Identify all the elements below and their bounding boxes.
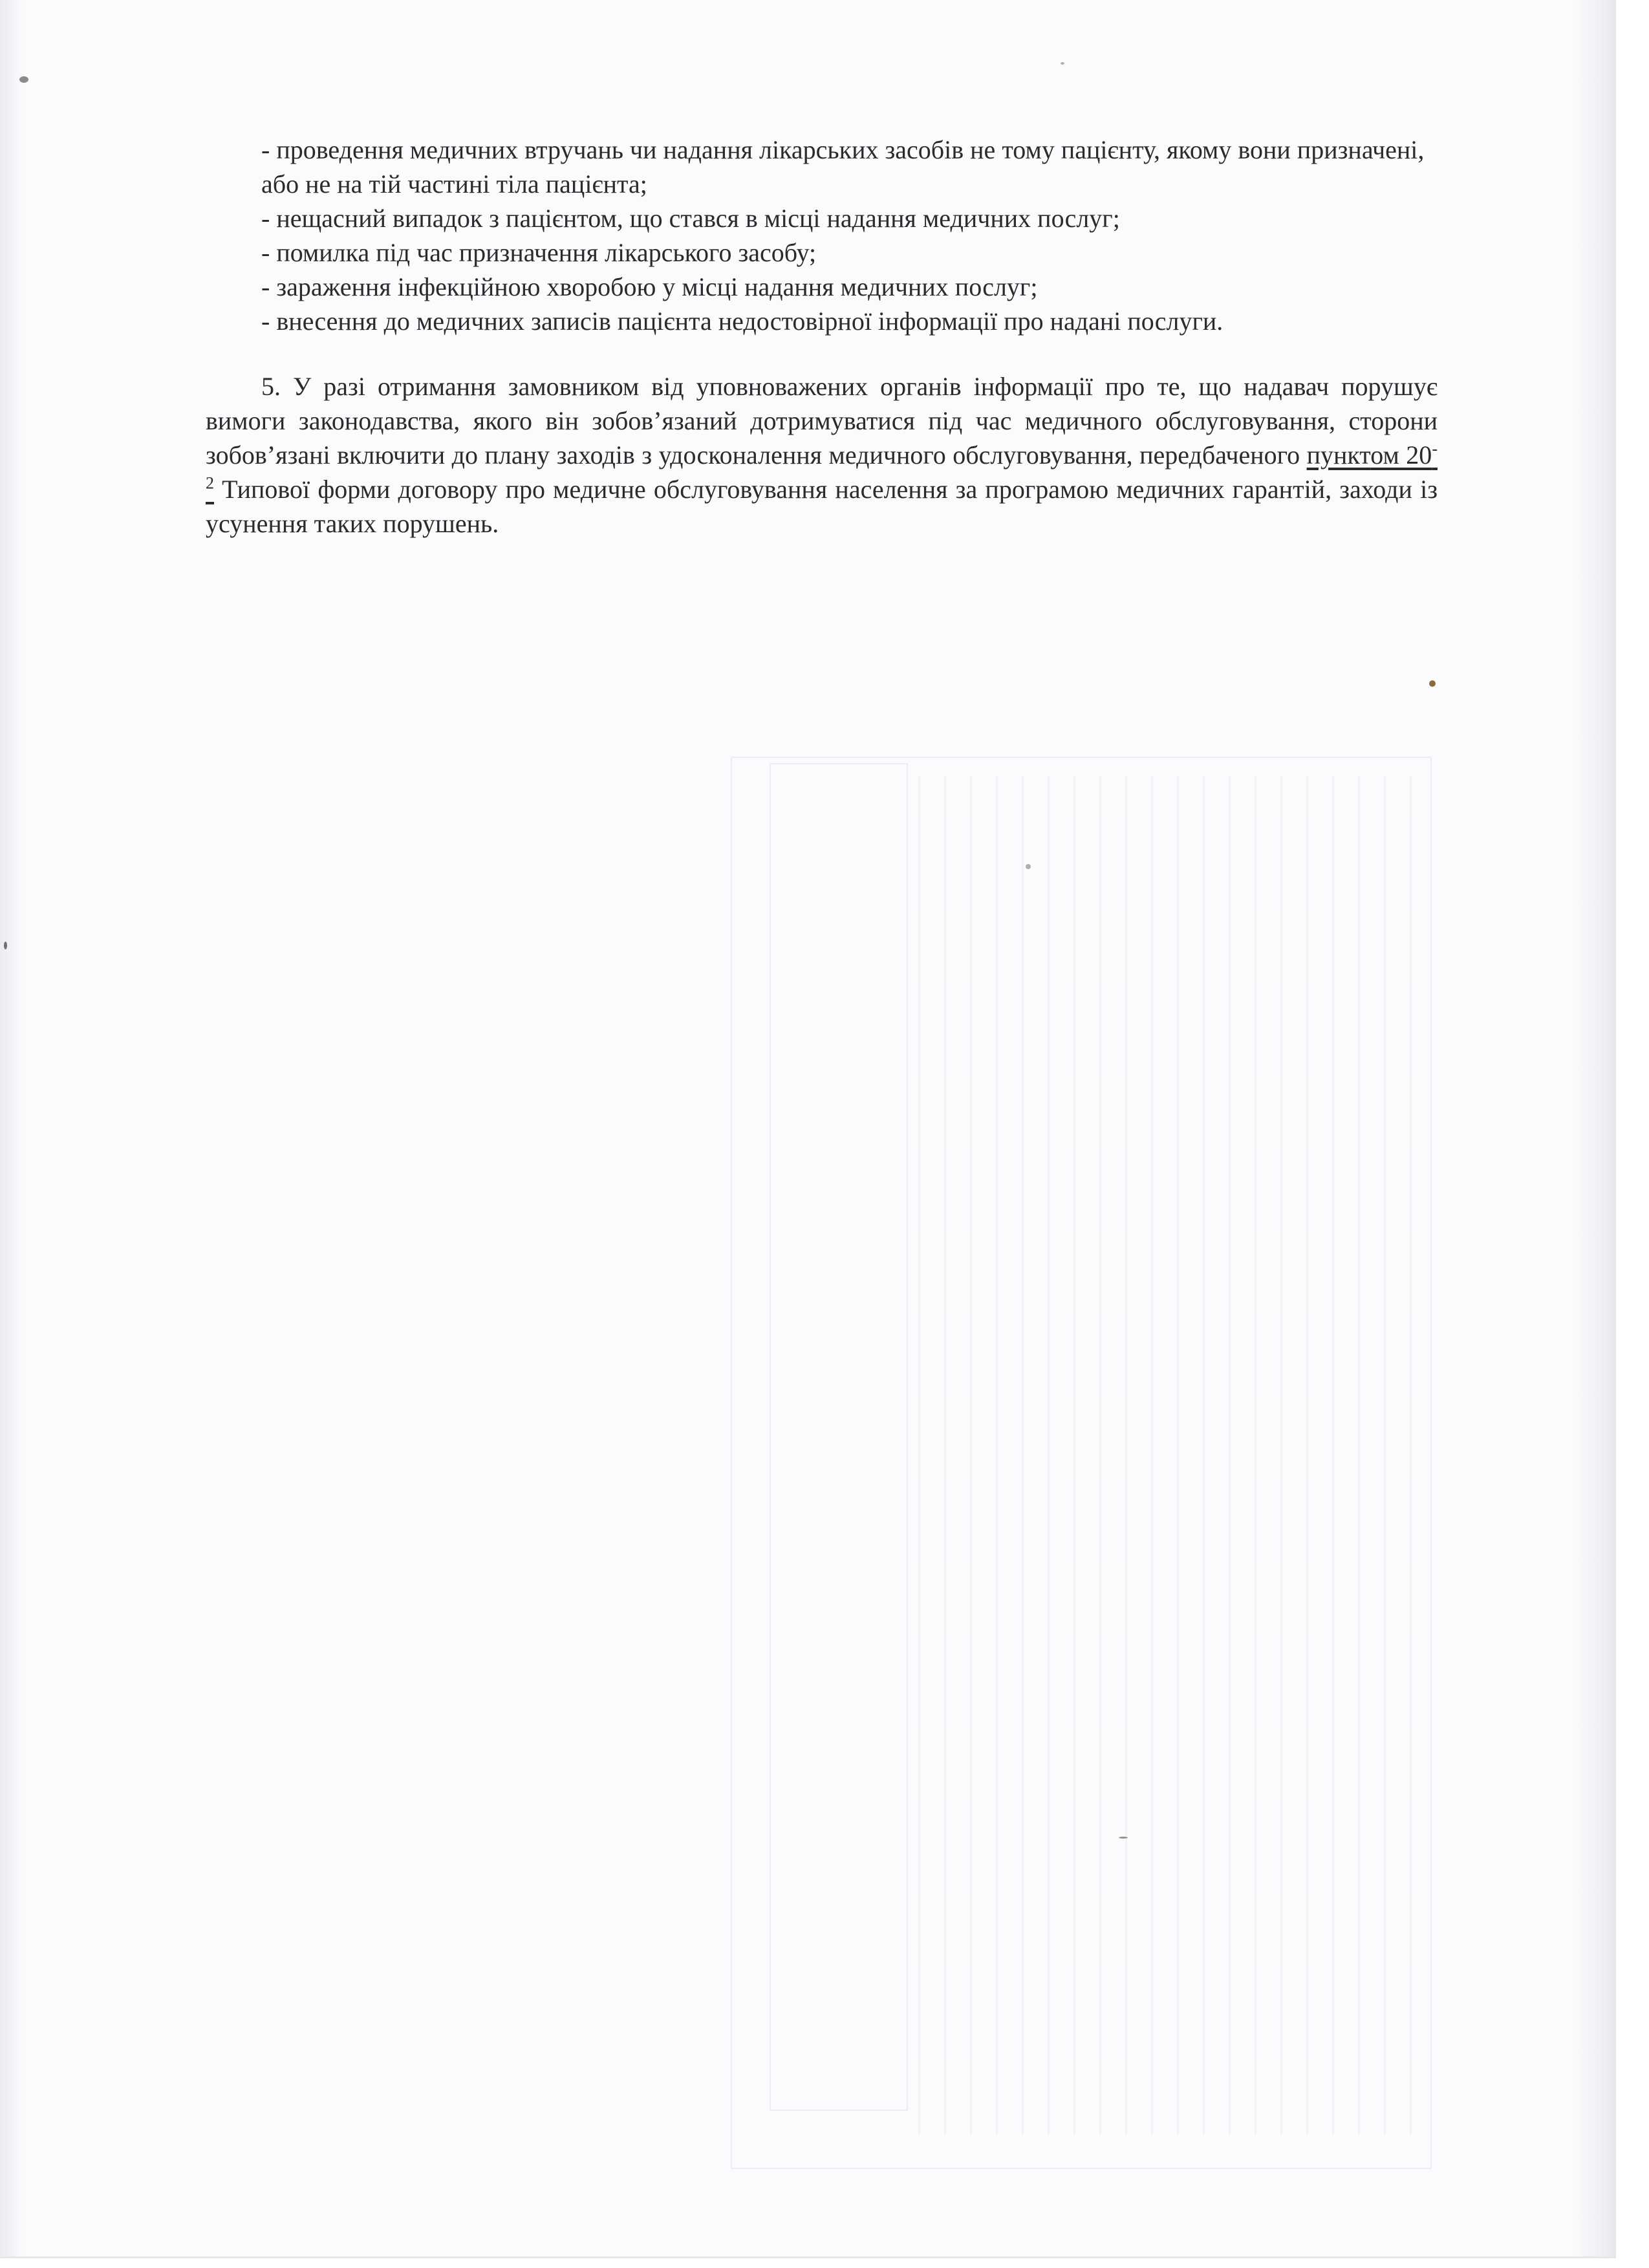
scan-speck	[19, 76, 28, 83]
bleed-through-column	[770, 763, 908, 2111]
clause-5-text-before: 5. У разі отримання замовником від уповноважених органів інформації про те, що надавач порушує вимоги законодавства, якого він зобов’язаний дотримуватися під час медичного обслуговування, сторони зобов’язані включити до плану заходів з удосконалення медичного обслуговування, передбаченого	[206, 372, 1438, 470]
list-item: - зараження інфекційною хворобою у місці надання медичних послуг;	[261, 272, 1038, 301]
scan-speck	[1061, 62, 1064, 65]
bleed-through-lines	[918, 776, 1423, 2134]
clause-5-text-after: Типової форми договору про медичне обслуговування населення за програмою медичних гарантій, заходи із усунення таких порушень.	[206, 475, 1438, 538]
list-item: - помилка під час призначення лікарського засобу;	[261, 238, 817, 267]
list-item: - внесення до медичних записів пацієнта недостовірної інформації про надані послуги.	[261, 307, 1223, 336]
list-item: - проведення медичних втручань чи надання лікарських засобів не тому пацієнту, якому вони призначені,	[261, 135, 1425, 164]
clause-reference-superscript: -2	[206, 439, 1438, 493]
scan-speck	[1429, 680, 1436, 687]
clause-reference-word: пункт	[1306, 440, 1371, 470]
scan-speck	[4, 942, 7, 949]
paragraph-gap	[206, 338, 1438, 369]
scan-speck	[1119, 1837, 1128, 1839]
clause-5-paragraph	[206, 369, 1438, 541]
list-item: - нещасний випадок з пацієнтом, що стався в місці надання медичних послуг;	[261, 204, 1120, 233]
clause-reference-number: ом 20	[1370, 440, 1432, 470]
list-item: або не на тій частині тіла пацієнта;	[261, 169, 647, 199]
scan-left-shadow	[0, 0, 25, 2256]
scan-right-shadow	[1575, 0, 1614, 2256]
document-body	[206, 133, 1438, 541]
scan-speck	[1026, 864, 1031, 869]
